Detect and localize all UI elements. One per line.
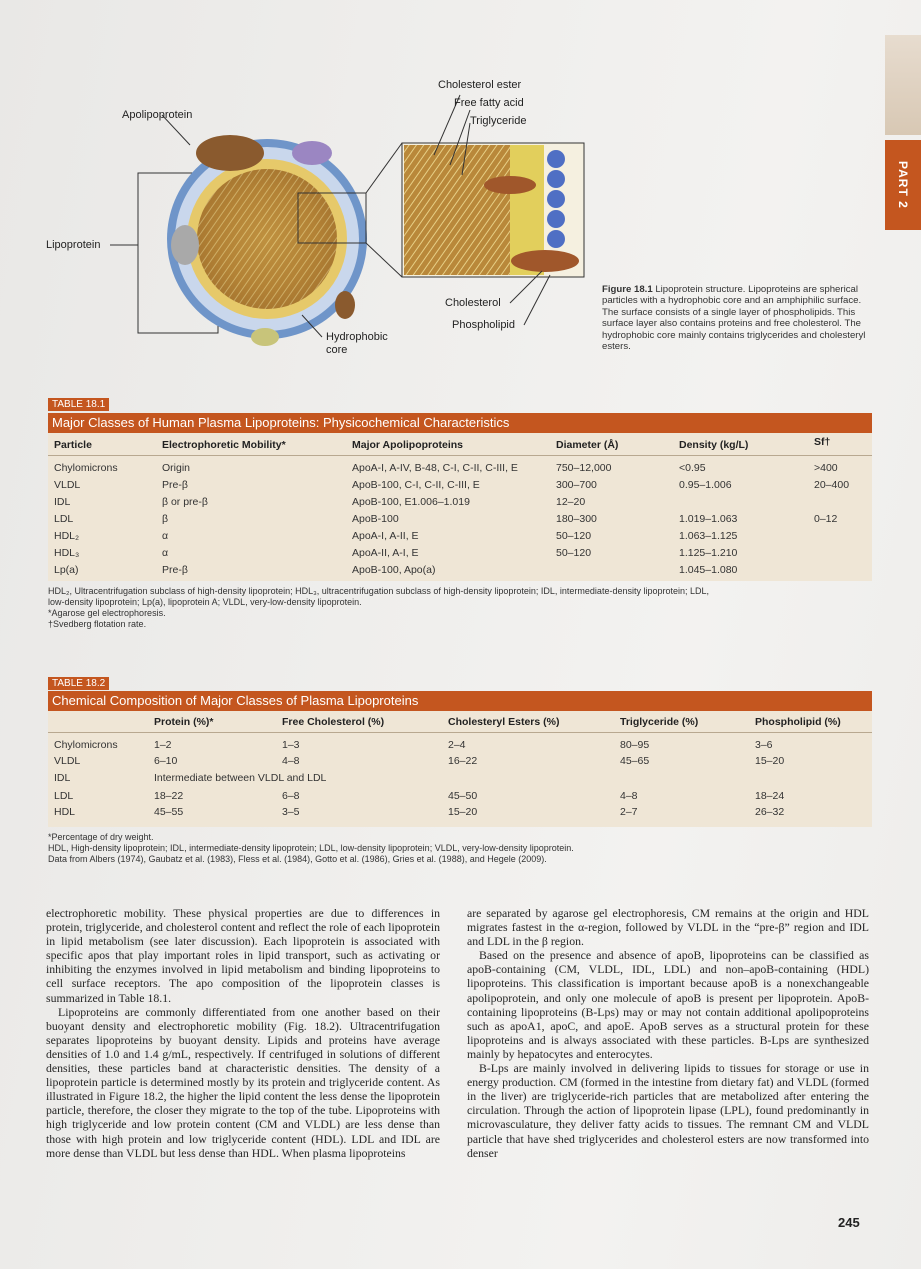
column-header: Electrophoretic Mobility*	[162, 439, 286, 451]
table-cell: ApoB-100, C-I, C-II, C-III, E	[352, 479, 480, 491]
part-tab-label: PART 2	[896, 161, 910, 209]
table-cell: Lp(a)	[54, 564, 79, 576]
table-title: Major Classes of Human Plasma Lipoproteins: Physicochemical Characteristics	[48, 413, 872, 433]
table-cell: 0.95–1.006	[679, 479, 732, 491]
table-body	[48, 711, 872, 827]
caption-label: Figure 18.1	[602, 284, 653, 295]
table-cell: 3–6	[755, 739, 773, 751]
table-cell: 2–7	[620, 806, 638, 818]
table-cell: 0–12	[814, 513, 838, 525]
label-free-fatty-acid: Free fatty acid	[454, 97, 524, 109]
table-cell: 18–22	[154, 790, 184, 802]
table-cell: 4–8	[620, 790, 638, 802]
table-cell: 50–120	[556, 530, 592, 542]
column-header: Cholesteryl Esters (%)	[448, 716, 560, 728]
paragraph: are separated by agarose gel electrophoresis, CM remains at the origin and HDL migrates fastest in the α-region, followed by VLDL in the “pre-β” region and IDL and LDL in the β region.	[467, 906, 869, 949]
apoprotein-blob	[292, 141, 332, 165]
column-header: Phospholipid (%)	[755, 716, 841, 728]
table-cell: Chylomicrons	[54, 462, 118, 474]
body-column-left	[46, 906, 440, 1160]
table-cell: 3–5	[282, 806, 300, 818]
table-cell: IDL	[54, 772, 71, 784]
column-header: Major Apolipoproteins	[352, 439, 464, 451]
table-cell: 45–55	[154, 806, 184, 818]
table-cell: 80–95	[620, 739, 650, 751]
table-cell: ApoB-100	[352, 513, 399, 525]
label-cholesterol: Cholesterol	[445, 297, 501, 309]
table-cell: 45–50	[448, 790, 478, 802]
table-cell: 15–20	[448, 806, 478, 818]
table-cell: Origin	[162, 462, 191, 474]
table-note: HDL₂, Ultracentrifugation subclass of high-density lipoprotein; HDL₃, ultracentrifugation subclass of high-density lipoprotein; IDL, intermediate-density lipoprotein; LDL,	[48, 586, 709, 596]
label-phospholipid: Phospholipid	[452, 319, 515, 331]
table-cell: 1.019–1.063	[679, 513, 738, 525]
table-cell: 20–400	[814, 479, 850, 491]
table-cell: 50–120	[556, 547, 592, 559]
table-note: HDL, High-density lipoprotein; IDL, intermediate-density lipoprotein; LDL, low-density lipoprotein; VLDL, very-low-density lipoprotein.	[48, 843, 574, 853]
table-cell: 12–20	[556, 496, 586, 508]
table-tag: TABLE 18.2	[48, 677, 109, 690]
table-note: Data from Albers (1974), Gaubatz et al. (1983), Fless et al. (1984), Gotto et al. (1986), Gries et al. (1988), and Hegele (2009).	[48, 854, 547, 864]
table-note: *Percentage of dry weight.	[48, 832, 154, 842]
table-note: *Agarose gel electrophoresis.	[48, 608, 166, 618]
apoprotein-blob	[196, 135, 264, 171]
body-column-right	[467, 906, 869, 1160]
table-cell: 4–8	[282, 755, 300, 767]
table-cell: IDL	[54, 496, 71, 508]
table-cell: ApoB-100, Apo(a)	[352, 564, 436, 576]
part-thumbnail-image	[885, 35, 921, 135]
label-lipoprotein: Lipoprotein	[46, 239, 101, 251]
table-body	[48, 433, 872, 581]
page-number: 245	[838, 1215, 860, 1230]
part-tab	[885, 140, 921, 230]
table-18-1	[48, 398, 872, 638]
apoprotein-blob	[251, 328, 279, 346]
table-title: Chemical Composition of Major Classes of Plasma Lipoproteins	[48, 691, 872, 711]
table-cell: 1–3	[282, 739, 300, 751]
table-cell: >400	[814, 462, 838, 474]
column-header: Particle	[54, 439, 92, 451]
column-header: Protein (%)*	[154, 716, 214, 728]
table-cell: 26–32	[755, 806, 785, 818]
figure-lipoprotein-structure	[40, 75, 600, 375]
table-cell: α	[162, 530, 169, 542]
table-cell: Chylomicrons	[54, 739, 118, 751]
column-header: Sf†	[814, 436, 831, 448]
column-header: Triglyceride (%)	[620, 716, 699, 728]
caption-text: Lipoprotein structure. Lipoproteins are spherical particles with a hydrophobic core and an amphiphilic surface. The surface consists of a single layer of phospholipids. This surface layer also contains proteins and free cholesterol. The hydrophobic core mainly contains triglycerides and cholesteryl esters.	[602, 284, 866, 353]
table-cell: 6–10	[154, 755, 178, 767]
table-cell: 1.045–1.080	[679, 564, 738, 576]
table-cell: 15–20	[755, 755, 785, 767]
table-note: low-density lipoprotein; Lp(a), lipoprotein A; VLDL, very-low-density lipoprotein.	[48, 597, 362, 607]
table-cell: 16–22	[448, 755, 478, 767]
table-cell: 300–700	[556, 479, 597, 491]
table-cell: HDL	[54, 806, 76, 818]
apoprotein-blob	[171, 225, 199, 265]
table-cell: Intermediate between VLDL and LDL	[154, 772, 327, 784]
table-cell: 45–65	[620, 755, 650, 767]
table-tag: TABLE 18.1	[48, 398, 109, 411]
table-cell: ApoA-II, A-I, E	[352, 547, 419, 559]
paragraph: Based on the presence and absence of apoB, lipoproteins can be classified as apoB-containing (CM, VLDL, IDL, LDL) and non–apoB-containing (HDL) lipoproteins. This classification is important because apoB is a nonexchangeable apolipoprotein, and only one molecule of apoB is present per lipoprotein. ApoB-containing lipoproteins (B-Lps) may or may not contain additional apolipoproteins such as apoA1, apoC, and apoE. ApoB serves as a structural protein for these lipoproteins and is always associated with these particles. B-Lps are synthesized mainly by hepatocytes and enterocytes.	[467, 948, 869, 1061]
table-cell: VLDL	[54, 479, 81, 491]
table-cell: LDL	[54, 790, 74, 802]
column-header: Diameter (Å)	[556, 439, 619, 451]
table-cell: <0.95	[679, 462, 706, 474]
column-header: Density (kg/L)	[679, 439, 749, 451]
table-cell: HDL₂	[54, 530, 80, 542]
label-cholesterol-ester: Cholesterol ester	[438, 79, 522, 91]
table-cell: LDL	[54, 513, 74, 525]
table-cell: ApoA-I, A-II, E	[352, 530, 419, 542]
table-cell: 18–24	[755, 790, 785, 802]
table-cell: 6–8	[282, 790, 300, 802]
table-cell: 2–4	[448, 739, 466, 751]
table-cell: ApoB-100, E1.006–1.019	[352, 496, 470, 508]
table-cell: 750–12,000	[556, 462, 612, 474]
table-cell: β or pre-β	[162, 496, 208, 508]
label-triglyceride: Triglyceride	[470, 115, 527, 127]
column-header: Free Cholesterol (%)	[282, 716, 385, 728]
table-18-2	[48, 677, 872, 877]
table-note: †Svedberg flotation rate.	[48, 619, 147, 629]
table-cell: Pre-β	[162, 564, 188, 576]
table-cell: 1–2	[154, 739, 172, 751]
apoprotein-blob	[335, 291, 355, 319]
paragraph: B-Lps are mainly involved in delivering lipids to tissues for storage or use in energy production. CM (formed in the intestine from dietary fat) and VLDL (formed in the liver) are triglyceride-rich particles that are metabolized after entering the circulation. Through the action of lipoprotein lipase (LPL), found predominantly in microvasculature, they deliver fatty acids to tissues. The remnant CM and VLDL particle that have shed triglycerides and cholesterol esters are now transformed into denser	[467, 1061, 869, 1160]
table-cell: 1.063–1.125	[679, 530, 738, 542]
table-cell: 1.125–1.210	[679, 547, 738, 559]
paragraph: Lipoproteins are commonly differentiated from one another based on their buoyant density and electrophoretic mobility (Fig. 18.2). Ultracentrifugation separates lipoproteins by buoyant density. Lipids and proteins have average densities of 1.0 and 1.4 g/mL, respectively. If centrifuged in solutions of different densities, these particles band at characteristic densities. The density of a lipoprotein particle is determined mostly by its protein and triglyceride content. As illustrated in Figure 18.2, the higher the lipid content the less dense the lipoprotein particle, therefore, the closer they migrate to the top of the tube. Lipoproteins with high triglyceride and low protein content (CM and VLDL) are less dense than those with high protein and low triglyceride content (HDL). LDL and IDL are more dense than VLDL but less dense than HDL. When plasma lipoproteins	[46, 1004, 440, 1160]
paragraph: electrophoretic mobility. These physical properties are due to differences in protein, triglyceride, and cholesterol content and reflect the role of each lipoprotein in lipid metabolism (see later discussion). Each lipoprotein is associated with specific apos that play important roles in lipid transport, such as activating or inhibiting the enzymes involved in lipid metabolism and binding lipoproteins to cell surface receptors. The apo composition of the lipoprotein classes is summarized in Table 18.1.	[46, 906, 440, 1005]
figure-caption	[602, 284, 874, 352]
label-apolipoprotein: Apolipoprotein	[122, 109, 193, 121]
table-cell: VLDL	[54, 755, 81, 767]
label-hydrophobic-core: Hydrophobic core	[326, 331, 388, 356]
table-cell: HDL₃	[54, 547, 80, 559]
table-cell: 180–300	[556, 513, 597, 525]
table-cell: Pre-β	[162, 479, 188, 491]
phospholipid-heads	[547, 150, 565, 248]
table-cell: ApoA-I, A-IV, B-48, C-I, C-II, C-III, E	[352, 462, 518, 474]
table-cell: α	[162, 547, 169, 559]
table-cell: β	[162, 513, 169, 525]
